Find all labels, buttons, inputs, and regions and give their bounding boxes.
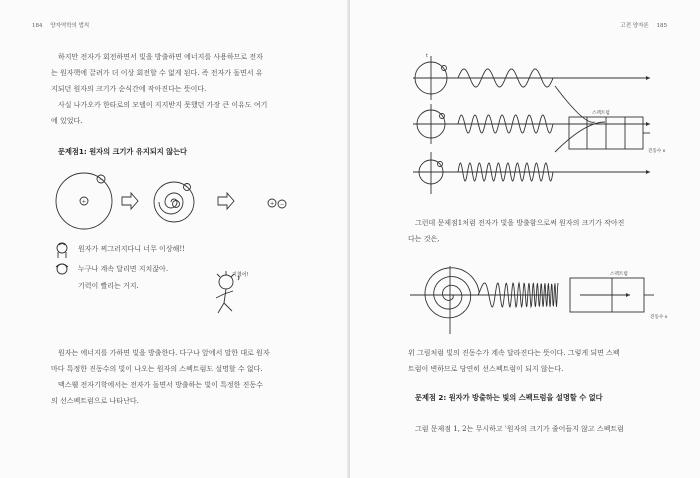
- spectrum-label: 스펙트럼: [610, 272, 628, 277]
- dialogue-line: 기력이 빨리는 거지.: [78, 282, 139, 290]
- paragraph-line: 사실 나가오카 한타로의 모델이 지지받지 못했던 가장 큰 이유도 여기: [58, 101, 268, 109]
- section-heading: 문제점1: 원자의 크기가 유지되지 않는다: [58, 147, 187, 156]
- arrow-right-icon: [218, 193, 234, 209]
- dialogue-line: 누구나 계속 달리면 지치잖아.: [78, 265, 169, 273]
- page-number: 185: [656, 23, 667, 29]
- svg-text:−: −: [280, 202, 285, 208]
- atom-collapse-diagram: [0, 165, 350, 235]
- dialogue-line: 원자가 찌그러지다니 너무 이상해!!: [78, 245, 185, 253]
- nucleus: [173, 201, 180, 208]
- page-number: 184: [32, 23, 43, 29]
- arrow-right-icon: [122, 193, 138, 209]
- running-title: 고전 양자론: [620, 23, 649, 29]
- left-page-header: [32, 21, 89, 29]
- paragraph-line: 원자는 에너지를 가하면 빛을 방출한다. 다구나 앞에서 말한 대로 원자: [58, 349, 270, 357]
- frequency-label: 진동수 ν: [648, 149, 666, 154]
- paragraph-line: 트럼이 변하므로 당연히 선스펙트럼이 되지 않는다.: [408, 365, 564, 373]
- paragraph-line: 위 그림처럼 빛의 진동수가 계속 달라진다는 뜻이다. 그렇게 되면 스펙: [408, 349, 620, 357]
- character-icon: [55, 242, 69, 260]
- paragraph-line: 그럼 문제점 1, 2는 무시하고 '원자의 크기가 줄어들지 않고 스펙트럼: [415, 425, 624, 433]
- paragraph-line: 마다 특정한 진동수의 빛이 나오는 원자의 스펙트럼도 설명할 수 없다.: [51, 365, 263, 373]
- svg-text:+: +: [81, 199, 87, 205]
- emitted-wave: [458, 163, 553, 181]
- paragraph-line: 그런데 문제점1처럼 전자가 빛을 방출함으로써 원자의 크기가 작아진: [415, 219, 625, 227]
- emission-wave-diagram: [350, 48, 700, 208]
- paragraph-line: 다는 것은,: [408, 235, 440, 243]
- spiral-emission-diagram: [390, 262, 690, 342]
- paragraph-line: 맥스웰 전자기학에서는 전자가 돌면서 방출하는 빛이 특정한 진동수: [58, 381, 263, 389]
- paragraph-line: 는 원자핵에 끌려가 더 이상 회전할 수 없게 된다. 즉 전자가 돌면서 유: [51, 69, 263, 77]
- spectrum-label: 스펙트럼: [592, 111, 610, 116]
- paragraph-line: 에 있었다.: [51, 117, 83, 125]
- character-icon: [54, 262, 70, 276]
- paragraph-line: 지되던 원자의 크기가 순식간에 작아진다는 뜻이다.: [51, 85, 207, 93]
- arrow-curve: [555, 122, 605, 152]
- svg-text:−: −: [99, 177, 104, 183]
- atom-orbit-medium: [154, 182, 194, 222]
- svg-text:+: +: [270, 201, 275, 207]
- running-title: 양자역학의 법칙: [50, 23, 90, 29]
- paragraph-line: 하지만 전자가 회전하면서 빛을 방출하면 에너지를 사용하므로 전자: [58, 53, 263, 61]
- axis-label: t: [426, 54, 428, 59]
- right-page-header: [620, 21, 667, 29]
- frequency-label: 진동수 ν: [650, 315, 668, 320]
- cartoon-caption: 지쳤어!: [232, 272, 249, 278]
- right-page: [350, 0, 700, 478]
- section-heading: 문제점 2: 원자가 방출하는 빛의 스펙트럼을 설명할 수 없다: [415, 393, 603, 402]
- paragraph-line: 의 선스펙트럼으로 나타난다.: [51, 397, 139, 405]
